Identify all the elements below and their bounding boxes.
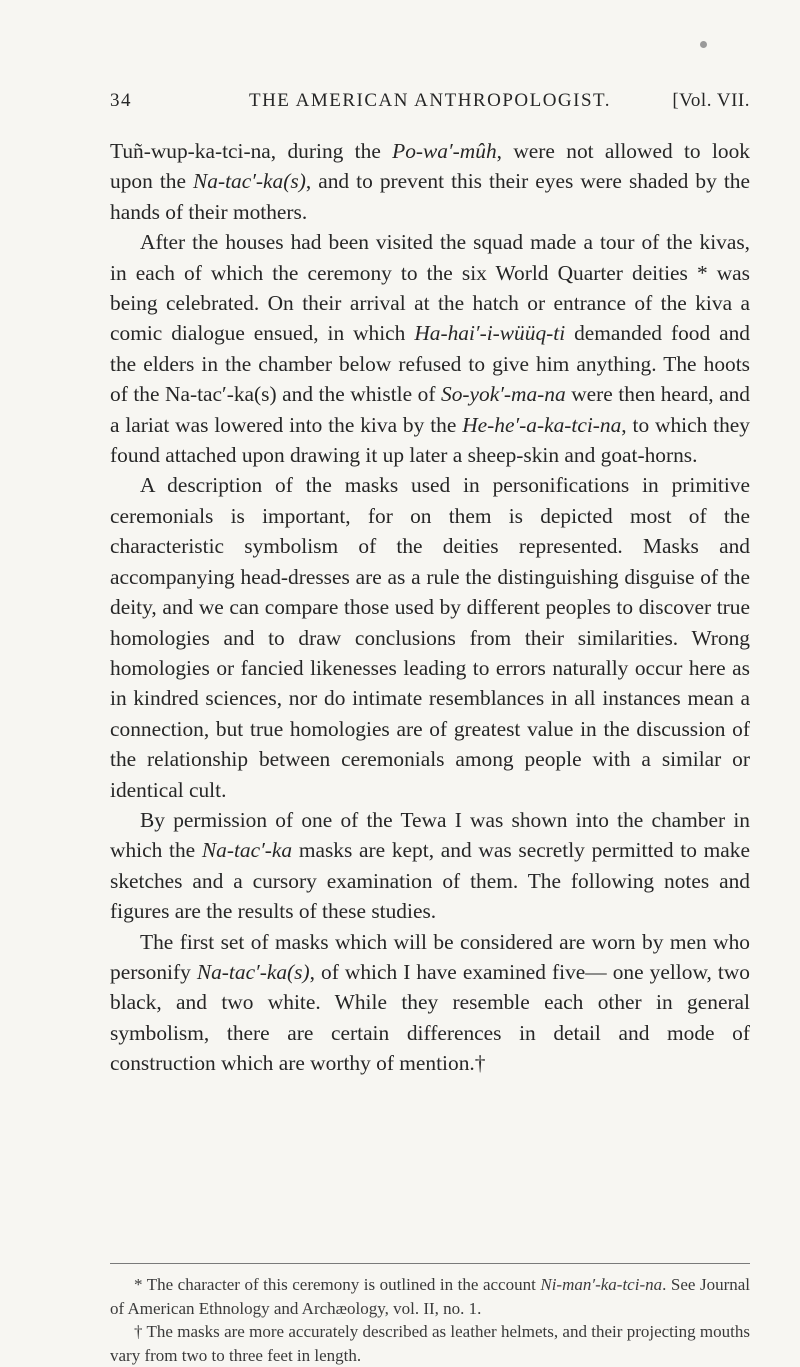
paragraph-3: A description of the masks used in personifications in primitive ceremonials is important, for on them is depicted most of the characteristic symbolism of the deities represented. Masks and accompanying head-dresses are as a rule the distinguishing disguise of the deity, and we can compare those used by different peoples to discover true homologies and to draw conclusions from their similarities. Wrong homologies or fancied likenesses leading to errors naturally occur here as in kindred sciences, nor do intimate resemblances in all instances mean a connection, but true homologies are of greatest value in the discussion of the relationship between ceremonials among people with a similar or identical cult. bbox=[110, 473, 750, 802]
italic-term: So-yok′-ma-na bbox=[441, 382, 566, 407]
footnote-divider bbox=[110, 1263, 750, 1264]
text-run: demanded food and the elders in the chamber below refused to give him anything. The hoots of the Na-tac′-ka(s) and the whistle of bbox=[110, 321, 750, 407]
italic-term: He-he′-a-ka-tci-na bbox=[462, 412, 622, 437]
text-run: , of which I have examined five— one yellow, two black, and two white. While they resemble each other in general symbolism, there are certain differences in detail and mode of construction which are worthy of mention. bbox=[110, 959, 750, 1076]
italic-term: Po-wa′-mûh bbox=[392, 139, 497, 163]
text-run: After the houses had been visited the squad made a tour of the kivas, in each of which the ceremony to the six World Quarter deities bbox=[110, 230, 750, 285]
italic-term: Na-tac′-ka bbox=[201, 838, 293, 863]
volume-label: [Vol. VII. bbox=[672, 90, 750, 111]
italic-term: Na-tac′-ka(s) bbox=[196, 959, 310, 984]
paragraph-2 bbox=[110, 227, 750, 470]
text-run: . See Journal of American Ethnology and Archæology, vol. II, no. 1. bbox=[110, 1275, 751, 1318]
paragraph-5 bbox=[110, 927, 750, 1079]
footnote-1 bbox=[110, 1273, 750, 1320]
text-run: was being celebrated. On their arrival at the hatch or entrance of the kiva a comic dialogue ensued, in which bbox=[110, 260, 750, 346]
running-title: THE AMERICAN ANTHROPOLOGIST. bbox=[248, 90, 611, 111]
text-run: , to which they found attached upon drawing it up later a sheep-skin and goat-horns. bbox=[110, 412, 750, 468]
page-number: 34 bbox=[110, 90, 132, 111]
footnotes bbox=[110, 1273, 750, 1367]
body-text bbox=[110, 136, 750, 1079]
footnote-ref-2[interactable]: † bbox=[474, 1051, 486, 1076]
text-run: , and to prevent this their eyes were shaded by the hands of their mothers. bbox=[110, 169, 750, 224]
text-run: * The character of this ceremony is outlined in the account bbox=[134, 1275, 541, 1294]
text-run: By permission of one of the Tewa I was shown into the chamber in which the bbox=[110, 807, 750, 863]
paragraph-4 bbox=[110, 805, 750, 927]
text-run: masks are kept, and was secretly permitted to make sketches and a cursory examination of them. The following notes and figures are the results of these studies. bbox=[110, 838, 750, 924]
footnote-ref-1[interactable]: * bbox=[696, 260, 708, 285]
text-run: were then heard, and a lariat was lowered into the kiva by the bbox=[110, 382, 750, 437]
footnote-2: † The masks are more accurately described as leather helmets, and their projecting mouths vary from two to three feet in length. bbox=[110, 1322, 750, 1365]
italic-term: Ha-hai′-i-wüüq-ti bbox=[414, 321, 566, 346]
italic-term: Na-tac′-ka(s) bbox=[193, 169, 306, 194]
text-run: Tuñ-wup-ka-tci-na, during the bbox=[110, 139, 393, 163]
paragraph-1 bbox=[110, 136, 750, 227]
italic-term: Ni-man′-ka-tci-na bbox=[540, 1275, 663, 1294]
ink-spot bbox=[700, 41, 707, 48]
text-run: , were not allowed to look upon the bbox=[110, 139, 750, 194]
text-run: The first set of masks which will be considered are worn by men who personify bbox=[110, 929, 750, 984]
running-header bbox=[110, 90, 750, 118]
